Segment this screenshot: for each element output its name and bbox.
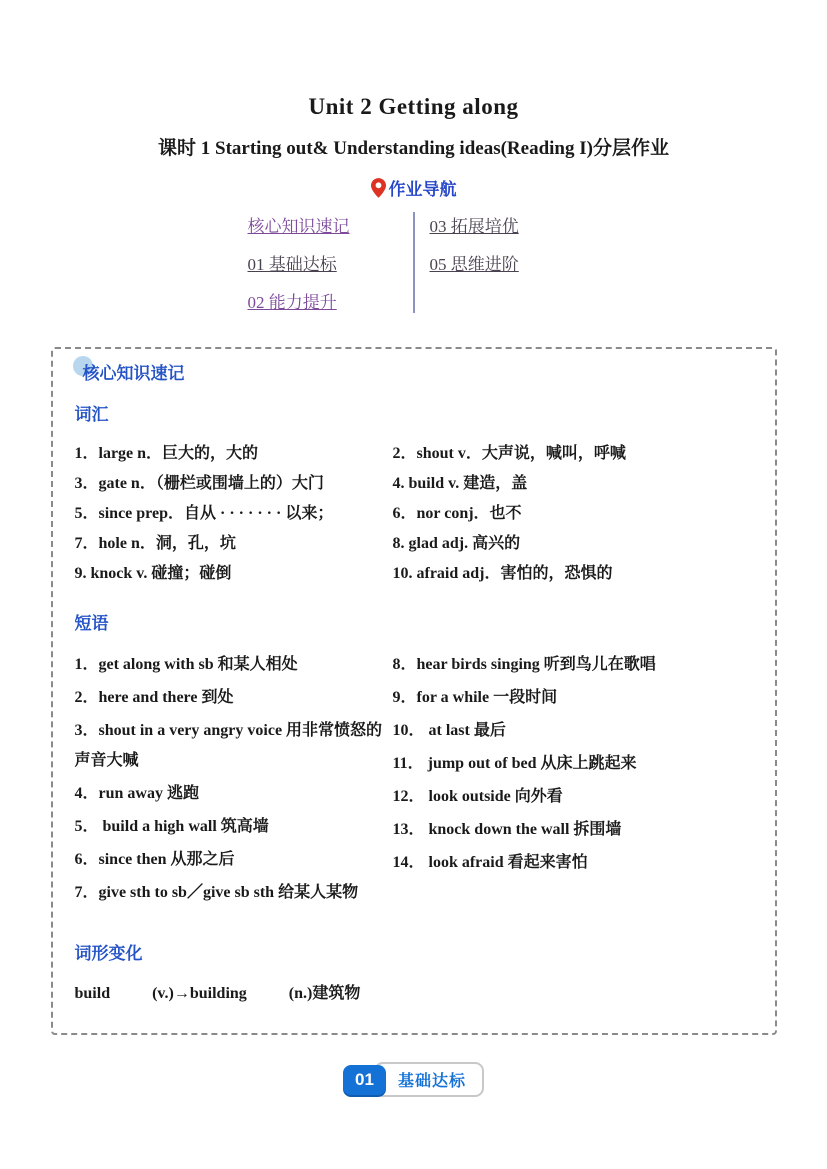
phrase-item: 4．run away 逃跑	[74, 785, 199, 802]
phrase-item: 7．give sth to sb／give sb sth 给某人某物	[74, 884, 359, 901]
vocab-section-title: 词汇	[74, 405, 109, 424]
nav-links	[0, 212, 827, 313]
vocab-item: 1．large n．巨大的，大的	[74, 445, 259, 462]
phrase-item: 5． build a high wall 筑高墙	[74, 818, 269, 835]
vocab-columns	[75, 439, 755, 589]
badge-label: 基础达标	[374, 1062, 484, 1097]
nav-column-right	[430, 212, 580, 313]
vocab-item: 5．since prep．自从 · · · · · · · 以来；	[74, 505, 334, 522]
homework-nav-label: 作业导航	[388, 180, 457, 199]
vocab-item: 9. knock v. 碰撞；碰倒	[74, 565, 232, 582]
vocab-item: 3．gate n．（栅栏或围墙上的）大门	[74, 475, 324, 492]
vocab-item: 10. afraid adj．害怕的，恐惧的	[392, 565, 613, 582]
page-title: Unit 2 Getting along	[308, 94, 519, 119]
vocab-item: 4. build v. 建造，盖	[392, 475, 528, 492]
wordform-result: (n.)建筑物	[288, 985, 361, 1002]
nav-link-core-knowledge[interactable]: 核心知识速记	[247, 217, 350, 236]
phrase-item: 11． jump out of bed 从床上跳起来	[392, 755, 637, 772]
phrases-section-title: 短语	[74, 614, 109, 633]
phrase-item: 2．here and there 到处	[74, 689, 234, 706]
phrase-item: 10． at last 最后	[392, 722, 506, 739]
phrase-list-left	[75, 650, 393, 911]
vocab-list-right	[393, 439, 755, 589]
nav-link-03-expansion[interactable]: 03 拓展培优	[429, 217, 519, 236]
page-subtitle: 课时 1 Starting out& Understanding ideas(Reading I)分层作业	[158, 138, 669, 159]
phrase-list-right	[393, 650, 755, 911]
vocab-item: 7．hole n．洞，孔，坑	[74, 535, 236, 552]
phrase-item: 14． look afraid 看起来害怕	[392, 854, 588, 871]
badge-number: 01	[343, 1065, 386, 1095]
phrase-item: 6．since then 从那之后	[74, 851, 235, 868]
phrase-columns	[75, 650, 755, 911]
vocab-list-left	[75, 439, 393, 589]
phrase-item: 3．shout in a very angry voice 用非常愤怒的声音大喊	[74, 722, 383, 769]
nav-link-02-ability[interactable]: 02 能力提升	[247, 293, 337, 312]
homework-nav-heading	[0, 175, 827, 200]
vocab-item: 6．nor conj．也不	[392, 505, 522, 522]
phrase-item: 13． knock down the wall 拆围墙	[392, 821, 622, 838]
core-knowledge-card	[51, 347, 777, 1035]
core-knowledge-title: 核心知识速记	[82, 364, 185, 383]
nav-link-01-basics[interactable]: 01 基础达标	[247, 255, 337, 274]
vocab-item: 2．shout v．大声说，喊叫，呼喊	[392, 445, 626, 462]
phrase-item: 8．hear birds singing 听到鸟儿在歌唱	[392, 656, 656, 673]
nav-divider	[413, 212, 415, 313]
phrase-item: 1．get along with sb 和某人相处	[74, 656, 298, 673]
core-knowledge-heading	[75, 359, 185, 384]
wordform-line	[75, 980, 755, 1003]
section-badge-01	[343, 1062, 484, 1097]
map-pin-icon	[371, 178, 386, 198]
wordform-section-title: 词形变化	[74, 944, 143, 963]
phrase-item: 12． look outside 向外看	[392, 788, 563, 805]
nav-column-left	[248, 212, 398, 313]
vocab-item: 8. glad adj. 高兴的	[392, 535, 521, 552]
phrase-item: 9．for a while 一段时间	[392, 689, 558, 706]
wordform-base: build	[74, 985, 111, 1002]
nav-link-05-thinking[interactable]: 05 思维进阶	[429, 255, 519, 274]
wordform-change: (v.)→building	[152, 985, 247, 1002]
